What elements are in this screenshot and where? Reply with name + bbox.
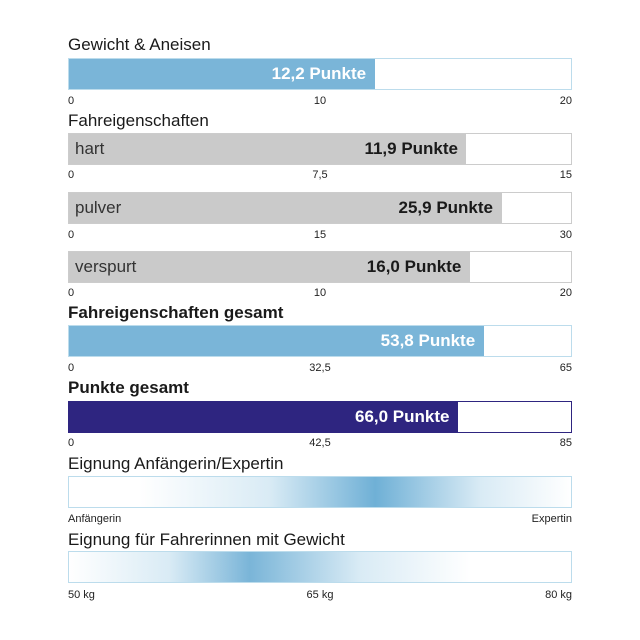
suitability-gradient-weight	[68, 551, 572, 583]
tick-gewicht-mid: 10	[313, 95, 327, 107]
tick-fahr-gesamt-max: 65	[559, 362, 572, 374]
tick-punkte-mid: 42,5	[309, 437, 331, 449]
suitability-gradient-level	[68, 476, 572, 508]
bar-frame-gewicht	[68, 58, 572, 90]
tick-gewicht-min: 0	[68, 95, 75, 107]
bar-frame-hart	[68, 133, 572, 165]
tick-hart-max: 15	[559, 169, 572, 181]
bar-label-verspurt: verspurt	[75, 257, 137, 276]
bar-label-pulver: pulver	[75, 198, 122, 217]
tick-verspurt-mid: 10	[313, 287, 327, 299]
bar-value-hart: 11,9 Punkte	[364, 139, 459, 158]
section-title-eignung-gewicht: Eignung für Fahrerinnen mit Gewicht	[68, 530, 345, 549]
bar-value-verspurt: 16,0 Punkte	[366, 257, 462, 276]
tick-fahr-gesamt-mid: 32,5	[309, 362, 331, 374]
tick-fahr-gesamt-min: 0	[68, 362, 75, 374]
bar-value-punkte-gesamt: 66,0 Punkte	[355, 407, 450, 426]
section-title-fahreigenschaften: Fahreigenschaften	[68, 111, 209, 130]
tick-gewicht-max: 20	[559, 95, 572, 107]
bar-value-pulver: 25,9 Punkte	[398, 198, 494, 217]
tick-hart-min: 0	[68, 169, 75, 181]
tick-punkte-min: 0	[68, 437, 75, 449]
scale-label-expertin: Expertin	[531, 513, 572, 525]
bar-value-gewicht: 12,2 Punkte	[271, 64, 367, 83]
bar-label-hart: hart	[75, 139, 105, 158]
bar-frame-verspurt	[68, 251, 572, 283]
tick-hart-mid: 7,5	[312, 169, 328, 181]
section-title-fahreigenschaften-gesamt: Fahreigenschaften gesamt	[68, 303, 284, 322]
scale-label-65kg: 65 kg	[306, 589, 334, 601]
tick-pulver-mid: 15	[313, 229, 327, 241]
tick-punkte-max: 85	[559, 437, 572, 449]
scale-label-80kg: 80 kg	[545, 589, 572, 601]
section-title-eignung-level: Eignung Anfängerin/Expertin	[68, 454, 284, 473]
bar-frame-punkte-gesamt	[68, 401, 572, 433]
scale-label-50kg: 50 kg	[68, 589, 95, 601]
section-title-punkte-gesamt: Punkte gesamt	[68, 378, 189, 397]
scale-label-anfaengerin: Anfängerin	[68, 513, 122, 525]
tick-pulver-min: 0	[68, 229, 75, 241]
tick-verspurt-max: 20	[559, 287, 572, 299]
bar-frame-fahreigenschaften-gesamt	[68, 325, 572, 357]
bar-value-fahreigenschaften-gesamt: 53,8 Punkte	[380, 331, 476, 350]
section-title-gewicht: Gewicht & Aneisen	[68, 35, 211, 54]
tick-verspurt-min: 0	[68, 287, 75, 299]
tick-pulver-max: 30	[559, 229, 572, 241]
bar-frame-pulver	[68, 192, 572, 224]
